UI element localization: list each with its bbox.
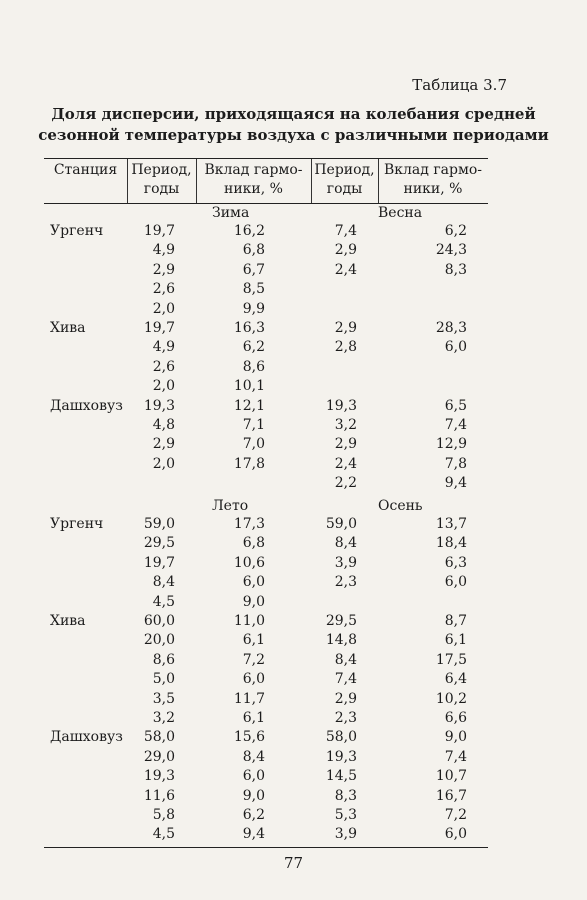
period-value: 19,3 [143, 768, 175, 785]
season-winter: Зима [212, 205, 250, 221]
period-value: 19,3 [325, 397, 357, 414]
table-row [0, 261, 587, 280]
table-row [0, 690, 587, 709]
period-value: 2,0 [152, 455, 175, 472]
table-row [0, 338, 587, 357]
table-row [0, 534, 587, 553]
period-value: 7,4 [334, 671, 357, 688]
period-value: 29,0 [143, 748, 175, 765]
period-value: 8,3 [334, 787, 357, 804]
header-period-2: Период, годы [314, 162, 375, 197]
period-value: 19,3 [143, 397, 175, 414]
station-name: Ургенч [50, 223, 104, 239]
period-value: 4,5 [152, 826, 175, 843]
table-row [0, 748, 587, 767]
contribution-value: 17,8 [233, 455, 265, 472]
period-value: 4,8 [152, 417, 175, 433]
period-value: 3,2 [152, 710, 175, 726]
contribution-value: 6,1 [242, 632, 265, 649]
period-value: 5,0 [152, 671, 175, 688]
contribution-value: 7,8 [444, 455, 467, 472]
period-value: 8,6 [152, 651, 175, 668]
station-name: Дашховуз [50, 729, 123, 746]
period-value: 58,0 [325, 729, 357, 746]
contribution-value: 6,1 [444, 632, 467, 649]
period-value: 11,6 [143, 787, 175, 804]
period-value: 2,8 [334, 339, 357, 356]
page-number: 77 [283, 854, 304, 872]
table-row [0, 806, 587, 825]
contribution-value: 6,0 [444, 574, 467, 591]
table-row [0, 612, 587, 631]
season-spring: Весна [378, 205, 423, 221]
contribution-value: 8,4 [242, 748, 265, 765]
contribution-value: 6,0 [444, 826, 467, 843]
period-value: 5,3 [334, 807, 357, 823]
contribution-value: 7,4 [444, 748, 467, 765]
contribution-value: 9,9 [242, 300, 265, 317]
period-value: 4,5 [152, 593, 175, 610]
table-row [0, 435, 587, 454]
table-row [0, 573, 587, 592]
table-row [0, 767, 587, 786]
contribution-value: 16,3 [233, 320, 265, 336]
contribution-value: 6,2 [242, 339, 265, 356]
contribution-value: 9,4 [444, 475, 467, 492]
period-value: 8,4 [334, 535, 357, 552]
contribution-value: 10,2 [435, 690, 467, 707]
contribution-value: 9,0 [242, 593, 265, 610]
table-row [0, 515, 587, 534]
period-value: 19,7 [143, 320, 175, 336]
contribution-value: 6,7 [242, 261, 265, 278]
station-name: Ургенч [50, 516, 104, 532]
season-summer: Лето [212, 498, 249, 514]
table-row [0, 455, 587, 474]
period-value: 2,6 [152, 281, 175, 298]
contribution-value: 6,0 [242, 768, 265, 785]
period-value: 2,0 [152, 300, 175, 317]
contribution-value: 12,1 [233, 397, 265, 414]
contribution-value: 6,8 [242, 535, 265, 552]
contribution-value: 7,2 [444, 807, 467, 823]
period-value: 8,4 [152, 574, 175, 591]
period-value: 2,6 [152, 358, 175, 375]
contribution-value: 6,3 [444, 554, 467, 571]
period-value: 20,0 [143, 632, 175, 649]
period-value: 2,2 [334, 475, 357, 492]
period-value: 19,7 [143, 223, 175, 239]
table-row [0, 280, 587, 299]
contribution-value: 7,4 [444, 417, 467, 433]
table-row [0, 241, 587, 260]
period-value: 8,4 [334, 651, 357, 668]
contribution-value: 12,9 [435, 436, 467, 453]
contribution-value: 7,1 [242, 417, 265, 433]
table-row [0, 358, 587, 377]
contribution-value: 6,8 [242, 242, 265, 259]
period-value: 2,9 [334, 436, 357, 453]
contribution-value: 9,0 [242, 787, 265, 804]
caption-line-2: сезонной температуры воздуха с различными периодами [38, 126, 549, 144]
table-row [0, 631, 587, 650]
header-period-1: Период, годы [131, 162, 192, 197]
contribution-value: 15,6 [233, 729, 265, 746]
contribution-value: 24,3 [435, 242, 467, 259]
table-row [0, 825, 587, 844]
contribution-value: 16,7 [435, 787, 467, 804]
table-row [0, 670, 587, 689]
contribution-value: 6,0 [242, 671, 265, 688]
table-row [0, 300, 587, 319]
table-row [0, 377, 587, 396]
contribution-value: 17,3 [233, 516, 265, 532]
contribution-value: 6,2 [444, 223, 467, 239]
period-value: 3,5 [152, 690, 175, 707]
period-value: 2,9 [152, 436, 175, 453]
period-value: 5,8 [152, 807, 175, 823]
table-row [0, 593, 587, 612]
caption-line-1: Доля дисперсии, приходящаяся на колебания средней [51, 105, 536, 123]
contribution-value: 8,5 [242, 281, 265, 298]
period-value: 2,0 [152, 378, 175, 395]
period-value: 3,9 [334, 826, 357, 843]
period-value: 2,9 [152, 261, 175, 278]
period-value: 59,0 [325, 516, 357, 532]
contribution-value: 6,0 [242, 574, 265, 591]
contribution-value: 9,4 [242, 826, 265, 843]
period-value: 2,9 [334, 690, 357, 707]
period-value: 59,0 [143, 516, 175, 532]
contribution-value: 11,0 [233, 613, 265, 629]
table-row [0, 222, 587, 241]
contribution-value: 11,7 [233, 690, 265, 707]
period-value: 3,9 [334, 554, 357, 571]
period-value: 29,5 [143, 535, 175, 552]
contribution-value: 8,7 [444, 613, 467, 629]
contribution-value: 6,4 [444, 671, 467, 688]
table-row [0, 397, 587, 416]
contribution-value: 17,5 [435, 651, 467, 668]
contribution-value: 9,0 [444, 729, 467, 746]
table-row [0, 787, 587, 806]
period-value: 19,7 [143, 554, 175, 571]
contribution-value: 8,3 [444, 261, 467, 278]
table-row [0, 651, 587, 670]
table-caption [0, 104, 587, 146]
period-value: 14,5 [325, 768, 357, 785]
period-value: 4,9 [152, 242, 175, 259]
period-value: 19,3 [325, 748, 357, 765]
contribution-value: 10,7 [435, 768, 467, 785]
contribution-value: 18,4 [435, 535, 467, 552]
contribution-value: 10,6 [233, 554, 265, 571]
period-value: 60,0 [143, 613, 175, 629]
table-row [0, 709, 587, 728]
table-bottom-rule [44, 847, 488, 848]
contribution-value: 8,6 [242, 358, 265, 375]
period-value: 2,3 [334, 574, 357, 591]
table-top-rule [44, 158, 488, 159]
contribution-value: 6,1 [242, 710, 265, 726]
period-value: 2,4 [334, 455, 357, 472]
contribution-value: 28,3 [435, 320, 467, 336]
table-row [0, 554, 587, 573]
table-row [0, 474, 587, 493]
table-row [0, 416, 587, 435]
contribution-value: 6,2 [242, 807, 265, 823]
contribution-value: 6,0 [444, 339, 467, 356]
contribution-value: 6,6 [444, 710, 467, 726]
station-name: Хива [50, 320, 86, 336]
period-value: 14,8 [325, 632, 357, 649]
table-row [0, 319, 587, 338]
period-value: 58,0 [143, 729, 175, 746]
table-label: Таблица 3.7 [412, 76, 507, 94]
header-contribution-2: Вклад гармо- ники, % [383, 162, 483, 197]
contribution-value: 10,1 [233, 378, 265, 395]
contribution-value: 16,2 [233, 223, 265, 239]
contribution-value: 6,5 [444, 397, 467, 414]
station-name: Дашховуз [50, 397, 123, 414]
period-value: 7,4 [334, 223, 357, 239]
contribution-value: 13,7 [435, 516, 467, 532]
period-value: 2,4 [334, 261, 357, 278]
period-value: 2,9 [334, 242, 357, 259]
period-value: 2,9 [334, 320, 357, 336]
period-value: 4,9 [152, 339, 175, 356]
period-value: 29,5 [325, 613, 357, 629]
contribution-value: 7,0 [242, 436, 265, 453]
period-value: 2,3 [334, 710, 357, 726]
header-station: Станция [53, 162, 118, 178]
header-contribution-1: Вклад гармо- ники, % [204, 162, 303, 197]
season-autumn: Осень [378, 498, 423, 514]
contribution-value: 7,2 [242, 651, 265, 668]
period-value: 3,2 [334, 417, 357, 433]
table-row [0, 728, 587, 747]
station-name: Хива [50, 613, 86, 629]
